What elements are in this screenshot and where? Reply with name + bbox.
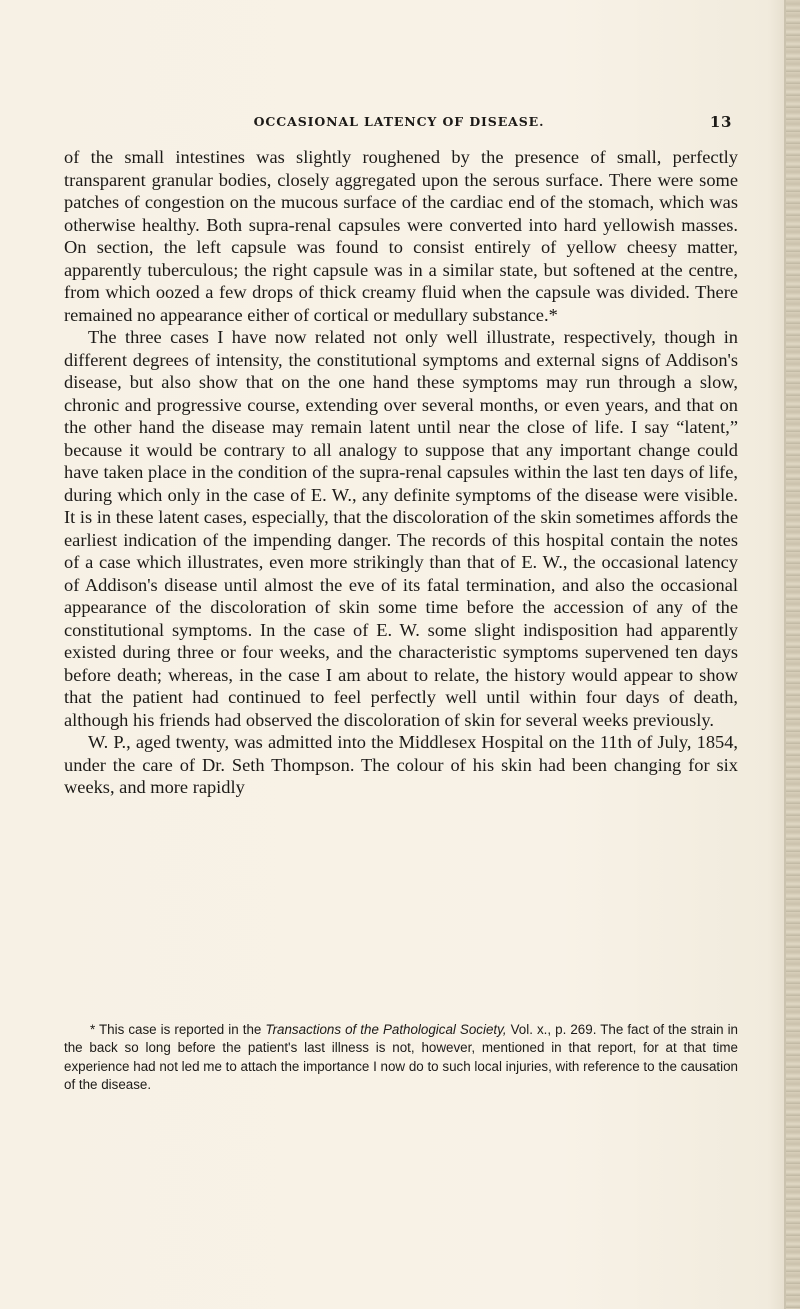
main-text (64, 146, 738, 799)
footnote-text-start: * This case is reported in the (90, 1022, 266, 1037)
footnote-journal-title: Transactions of the Pathological Society, (265, 1022, 507, 1037)
footnote-paragraph (64, 1021, 738, 1094)
page-edge (786, 0, 800, 1309)
paragraph-2: The three cases I have now related not only well illustrate, respectively, though in different degrees of intensity, the constitutional symptoms and external signs of Addison's disease, but also show that on the one hand these symptoms may run through a slow, chronic and progressive course, extending over several months, or even years, and that on the other hand the disease may remain latent until near the close of life. I say “latent,” because it would be contrary to all analogy to suppose that any important change could have taken place in the condition of the supra-renal capsules within the last ten days of life, during which only in the case of E. W., any definite symptoms of the disease were visible. It is in these latent cases, especially, that the discoloration of the skin sometimes affords the earliest indication of the impending danger. The records of this hospital contain the notes of a case which illustrates, even more strikingly than that of E. W., the occasional latency of Addison's disease until almost the eve of its fatal termination, and also the occasional appearance of the discoloration of skin some time before the accession of any of the constitutional symptoms. In the case of E. W. some slight indisposition had apparently existed during three or four weeks, and the characteristic symptoms supervened ten days before death; whereas, in the case I am about to relate, the history would appear to show that the patient had continued to feel perfectly well until within four days of death, although his friends had observed the discoloration of skin for several weeks previously. (64, 327, 738, 730)
footnote (64, 1021, 738, 1094)
running-title: OCCASIONAL LATENCY OF DISEASE. (253, 114, 545, 129)
page-edge-shadow (784, 0, 786, 1309)
paragraph-1: of the small intestines was slightly roughened by the presence of small, perfectly transparent granular bodies, closely aggregated upon the serous surface. There were some patches of congestion on the mucous surface of the cardiac end of the stomach, which was otherwise healthy. Both supra-renal capsules were converted into hard yellowish masses. On section, the left capsule was found to consist entirely of yellow cheesy matter, apparently tuberculous; the right capsule was in a similar state, but softened at the centre, from which oozed a few drops of thick creamy fluid when the capsule was divided. There remained no appearance either of cortical or medullary substance.* (64, 147, 738, 325)
paragraph-3: W. P., aged twenty, was admitted into the Middlesex Hospital on the 11th of July, 1854, under the care of Dr. Seth Thompson. The colour of his skin had been changing for six weeks, and more rapidly (64, 732, 738, 797)
page-header (64, 114, 734, 138)
page-number: 13 (709, 113, 732, 131)
footnote-text-end: Vol. x., p. 269. The fact of the strain in the back so long before the patient's last illness is not, however, mentioned in that report, for at that time experience had not led me to attach the importance I now do to such local injuries, with reference to the causation of the disease. (64, 1022, 738, 1092)
